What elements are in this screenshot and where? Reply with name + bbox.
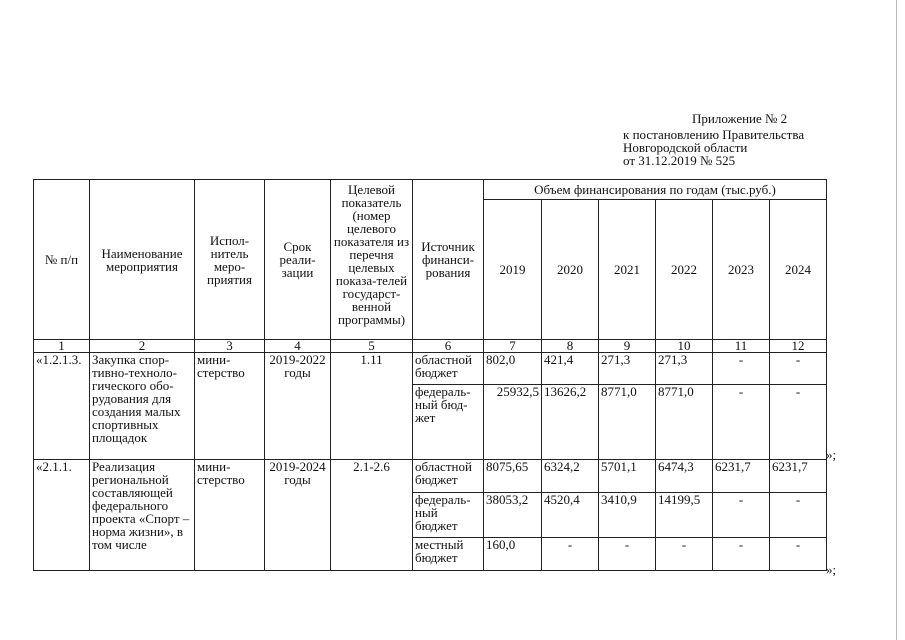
appendix-title: Приложение № 2 [692, 111, 788, 126]
value-cell: - [770, 385, 827, 460]
row-source: областной бюджет [413, 460, 484, 493]
row-number: «1.2.1.3. [34, 353, 90, 460]
column-number: 5 [331, 340, 413, 353]
header-num: № п/п [34, 180, 90, 340]
value-cell: 5701,1 [599, 460, 656, 493]
header-year: 2020 [542, 200, 599, 340]
value-cell: 271,3 [599, 353, 656, 385]
page-edge-line [896, 0, 897, 640]
appendix-resolution-line: к постановлению Правительства [623, 127, 805, 142]
row-name: Реализация региональной составляющей федерального проекта «Спорт – норма жизни», в том числе [90, 460, 195, 571]
row-term: 2019-2022 годы [265, 353, 331, 460]
row-source: федераль-ный бюд-жет [413, 385, 484, 460]
header-volume: Объем финансирования по годам (тыс.руб.) [484, 180, 827, 200]
header-year: 2019 [484, 200, 542, 340]
header-year: 2024 [770, 200, 827, 340]
value-cell: 271,3 [656, 353, 713, 385]
row-number: «2.1.1. [34, 460, 90, 571]
header-name: Наименование мероприятия [90, 180, 195, 340]
value-cell: 8771,0 [599, 385, 656, 460]
row-closing-quote: »; [826, 447, 837, 462]
row-term: 2019-2024 годы [265, 460, 331, 571]
column-number: 6 [413, 340, 484, 353]
value-cell: 802,0 [484, 353, 542, 385]
column-number: 2 [90, 340, 195, 353]
row-executor: мини-стерство [195, 460, 265, 571]
value-cell: 421,4 [542, 353, 599, 385]
row-executor: мини-стерство [195, 353, 265, 460]
value-cell: 38053,2 [484, 493, 542, 538]
column-number: 11 [713, 340, 770, 353]
header-year: 2021 [599, 200, 656, 340]
row-source: местный бюджет [413, 538, 484, 571]
value-cell: - [713, 538, 770, 571]
value-cell: 4520,4 [542, 493, 599, 538]
header-year: 2023 [713, 200, 770, 340]
header-executor: Испол-нитель меро-приятия [195, 180, 265, 340]
header-year: 2022 [656, 200, 713, 340]
column-number: 12 [770, 340, 827, 353]
value-cell: - [713, 353, 770, 385]
value-cell: - [713, 493, 770, 538]
row-target: 2.1-2.6 [331, 460, 413, 571]
column-number: 8 [542, 340, 599, 353]
column-number: 10 [656, 340, 713, 353]
row-source: областной бюджет [413, 353, 484, 385]
header-term: Срок реали-зации [265, 180, 331, 340]
column-number: 4 [265, 340, 331, 353]
column-number: 9 [599, 340, 656, 353]
financing-table [33, 179, 827, 571]
value-cell: 13626,2 [542, 385, 599, 460]
value-cell: 6474,3 [656, 460, 713, 493]
row-closing-quote: »; [826, 562, 837, 577]
value-cell: - [770, 538, 827, 571]
value-cell: 6231,7 [713, 460, 770, 493]
appendix-date-line: от 31.12.2019 № 525 [623, 153, 736, 168]
value-cell: 3410,9 [599, 493, 656, 538]
row-target: 1.11 [331, 353, 413, 460]
row-source: федераль-ный бюджет [413, 493, 484, 538]
value-cell: 6231,7 [770, 460, 827, 493]
value-cell: - [770, 493, 827, 538]
column-number: 3 [195, 340, 265, 353]
value-cell: 8075,65 [484, 460, 542, 493]
value-cell: 14199,5 [656, 493, 713, 538]
value-cell: 25932,5 [484, 385, 542, 460]
row-name: Закупка спор-тивно-техноло-гического обо-рудования для создания малых спортивных площадок [90, 353, 195, 460]
value-cell: - [542, 538, 599, 571]
header-target: Целевой показатель (номер целевого показателя из перечня целевых показа-телей государст-венной программы) [331, 180, 413, 340]
appendix-region-line: Новгородской области [623, 140, 748, 155]
value-cell: - [770, 353, 827, 385]
value-cell: - [656, 538, 713, 571]
value-cell: - [599, 538, 656, 571]
value-cell: - [713, 385, 770, 460]
column-number: 7 [484, 340, 542, 353]
value-cell: 8771,0 [656, 385, 713, 460]
value-cell: 160,0 [484, 538, 542, 571]
header-source: Источник финанси-рования [413, 180, 484, 340]
column-number: 1 [34, 340, 90, 353]
value-cell: 6324,2 [542, 460, 599, 493]
